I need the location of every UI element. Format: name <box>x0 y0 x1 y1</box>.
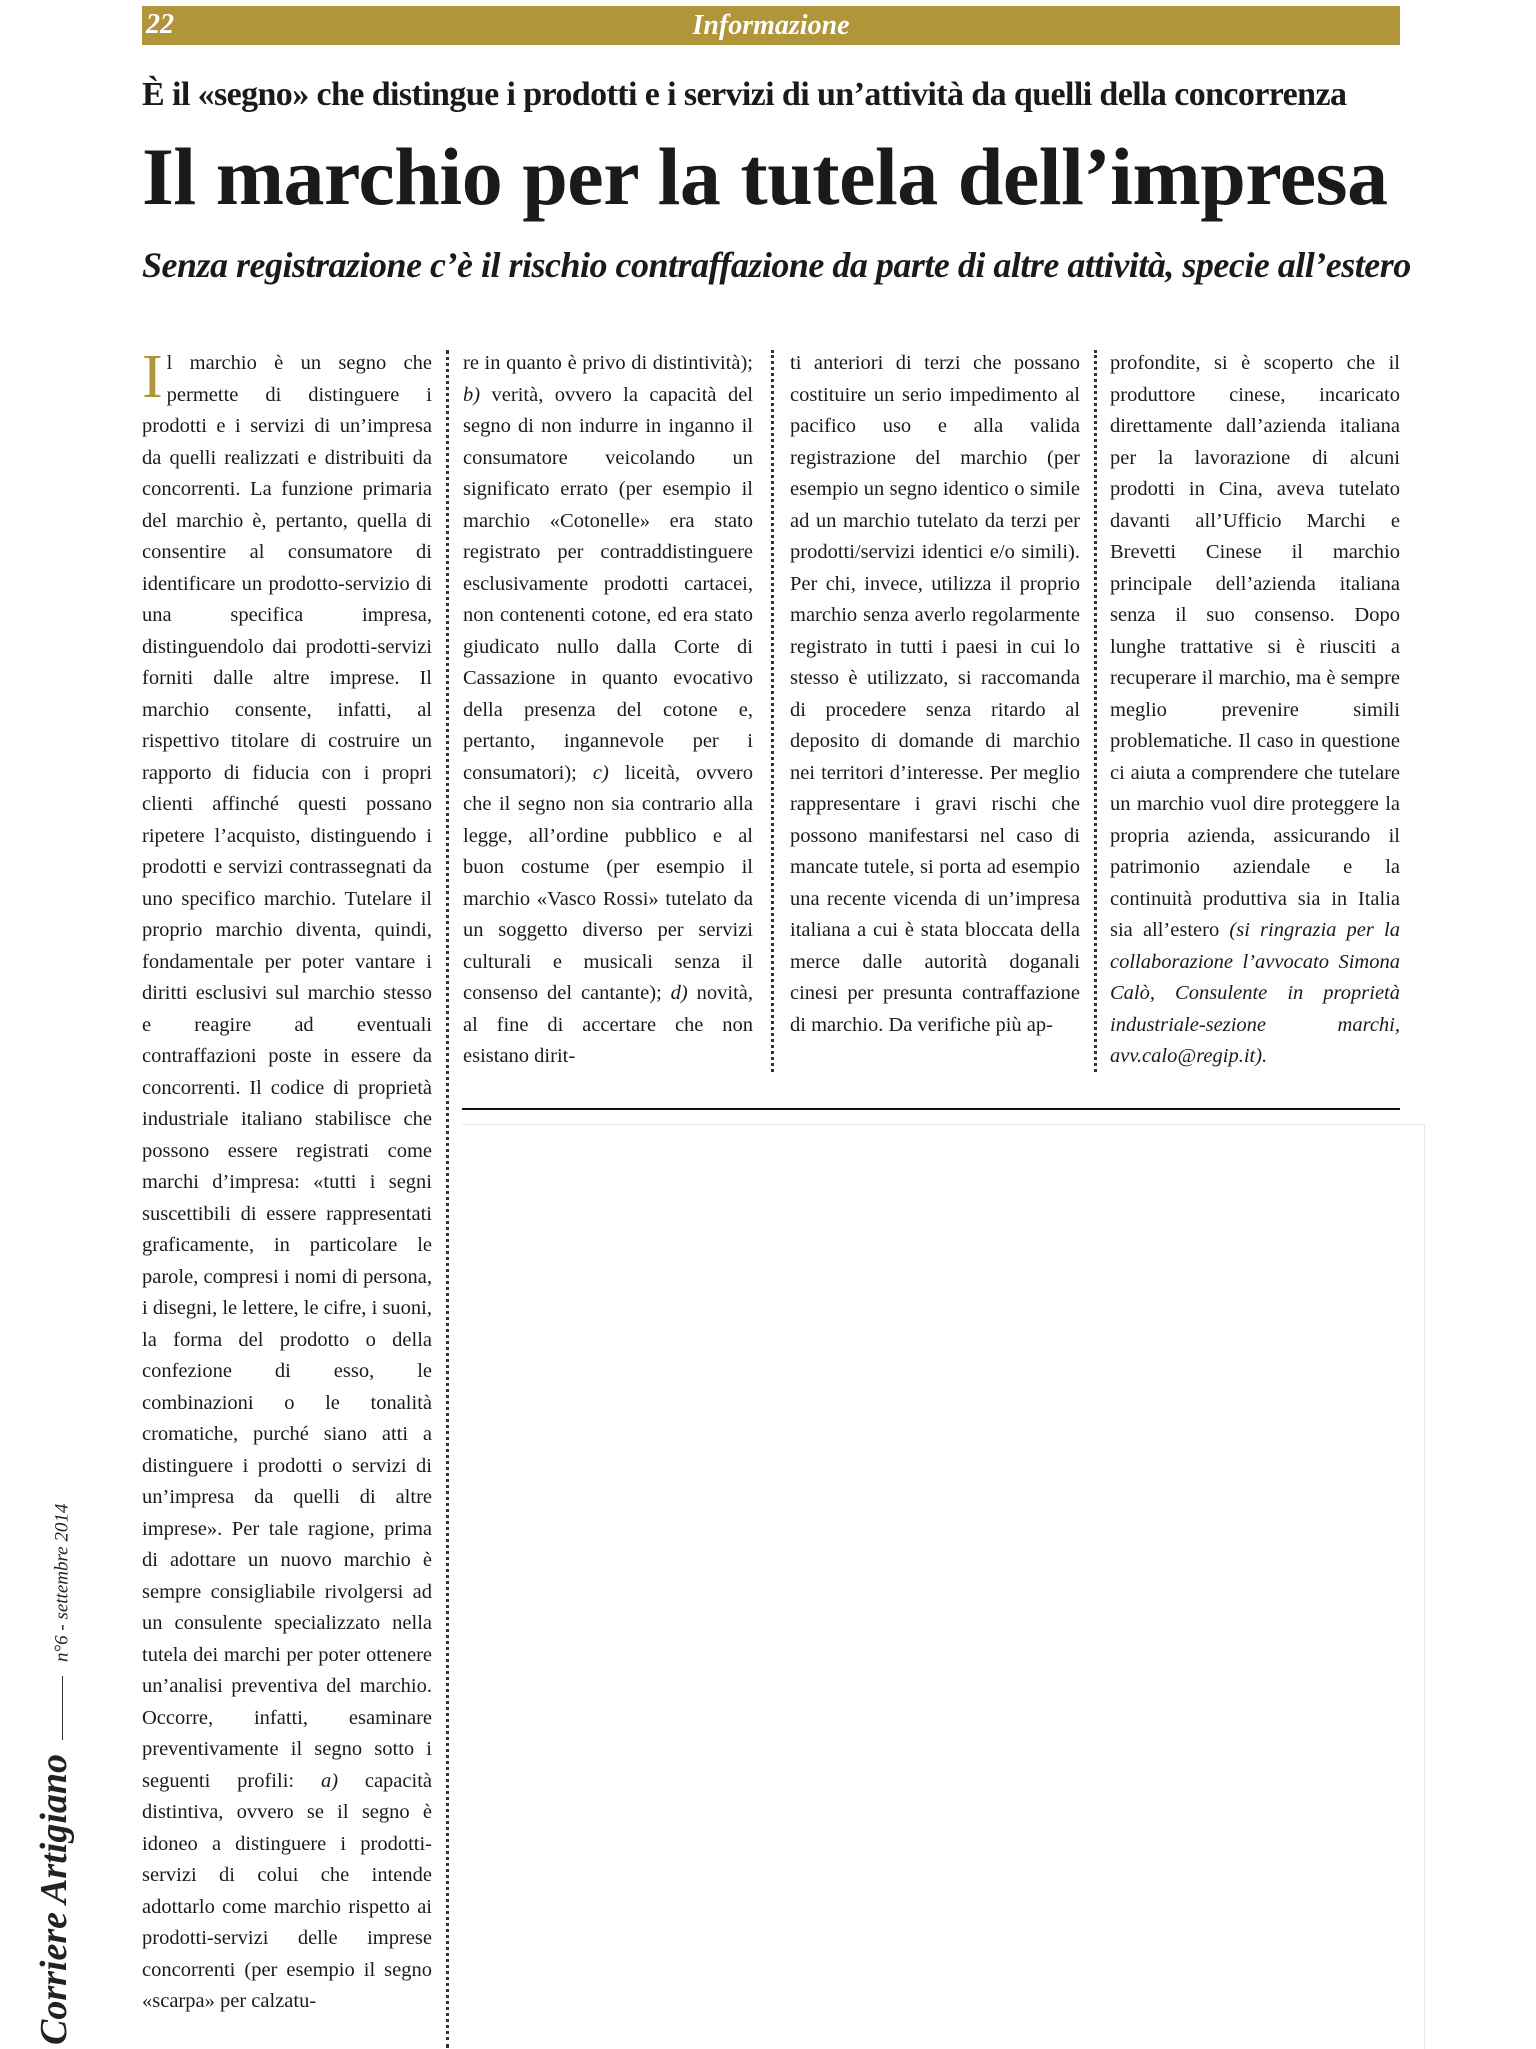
article-kicker: È il «segno» che distingue i prodotti e i servizi di un’attività da quelli della concorrenza <box>142 76 1347 113</box>
column-4-text: profondite, si è scoperto che il produttore cinese, incaricato direttamente dall’azienda italiana per la lavorazione di alcuni prodotti in Cina, aveva tutelato davanti all’Ufficio Marchi e Brevetti Cinese il marchio principale dell’azienda italiana senza il suo consenso. Dopo lunghe trattative si è riusciti a recuperare il marchio, ma è sempre meglio prevenire simili problematiche. Il caso in questione ci aiuta a comprendere che tutelare un marchio vuol dire proteggere la propria azienda, assicurando il patrimonio aziendale e la continuità produttiva sia in Italia sia all’estero <box>1110 352 1400 941</box>
column-2-text-b: verità, ovvero la capacità del segno di non indurre in inganno il consumatore veicolando un significato errato (per esempio il marchio «Cotonelle» era stato registrato per contraddistinguere esclusivamente prodotti cartacei, non contenenti cotone, ed era stato giudicato nullo dalla Corte di Cassazione in quanto evocativo della presenza del cotone e, pertanto, ingannevole per i consumatori); <box>463 383 753 784</box>
column-3-text: ti anteriori di terzi che possano costituire un serio impedimento al pacifico uso e alla valida registrazione del marchio (per esempio un segno identico o simile ad un marchio tutelato da terzi per prodotti/servizi identici e/o simili). Per chi, invece, utilizza il proprio marchio senza averlo regolarmente registrato in tutti i paesi in cui lo stesso è utilizzato, si raccomanda di procedere senza ritardo al deposito di domande di marchio nei territori d’interesse. Per meglio rappresentare i gravi rischi che possono manifestarsi nel caso di mancate tutele, si porta ad esempio una recente vicenda di un’impresa italiana a cui è stata bloccata della merce dalle autorità doganali cinesi per presunta contraffazione di marchio. Da verifiche più ap- <box>790 352 1080 1036</box>
column-1-text: l marchio è un segno che permette di distinguere i prodotti e i servizi di un’impresa da quelli realizzati e distribuiti da concorrenti. La funzione primaria del marchio è, pertanto, quella di consentire al consumatore di identificare un prodotto-servizio di una specifica impresa, distinguendolo dai prodotti-servizi forniti dalle altre imprese. Il marchio consente, infatti, al rispettivo titolare di costruire un rapporto di fiducia con i propri clienti affinché questi possano ripetere l’acquisto, distinguendo i prodotti e servizi contrassegnati da uno specifico marchio. Tutelare il proprio marchio diventa, quindi, fondamentale per poter vantare i diritti esclusivi sul marchio stesso e reagire ad eventuali contraffazioni poste in essere da concorrenti. Il codice di proprietà industriale italiano stabilisce che possono essere registrati come marchi d’impresa: «tutti i segni suscettibili di essere rappresentati graficamente, in particolare le parole, compresi i nomi di persona, i disegni, le lettere, le cifre, i suoni, la forma del prodotto o della confezione di esso, le combinazioni o le tonalità cromatiche, purché siano atti a distinguere i prodotti o servizi di un’impresa da quelli di altre imprese». Per tale ragione, prima di adottare un nuovo marchio è sempre consigliabile rivolgersi ad un consulente specializzato nella tutela dei marchi per poter ottenere un’analisi preventiva del marchio. Occorre, infatti, esaminare preventivamente il segno sotto i seguenti profili: <box>142 352 432 1792</box>
page-number: 22 <box>146 9 174 40</box>
column-divider-2 <box>771 350 774 1072</box>
spine-divider <box>62 1676 63 1740</box>
drop-cap: I <box>142 348 163 411</box>
column-2-text-a: re in quanto è privo di distintività); <box>463 352 753 374</box>
article-column-4 <box>1110 348 1400 1068</box>
column-2-text-d: novità, al fine di accertare che non esistano dirit- <box>463 982 753 1067</box>
list-marker-b: b) <box>463 383 481 406</box>
section-name: Informazione <box>692 10 850 41</box>
section-header-bar <box>142 6 1400 45</box>
author-credit: (si ringrazia per la collaborazione l’avvocato Simona Calò, Consulente in proprietà industriale-sezione marchi, avv.calo@regip.it). <box>1110 919 1400 1067</box>
newspaper-name: Corriere Artigiano <box>33 1753 75 2045</box>
article-column-1 <box>142 348 432 2048</box>
list-marker-c: c) <box>592 761 609 784</box>
column-2-paragraph <box>463 348 753 1068</box>
column-4-paragraph <box>1110 348 1400 1068</box>
list-marker-a: a) <box>320 1769 339 1792</box>
list-marker-d: d) <box>670 982 688 1004</box>
column-1-tail: capacità distintiva, ovvero se il segno è idoneo a distinguere i prodotti-servizi di colui che intende adottarlo come marchio rispetto ai prodotti-servizi delle imprese concorrenti (per esempio il segno «scarpa» per calzatu- <box>142 1769 432 2012</box>
article-column-3 <box>790 348 1080 1068</box>
column-1-paragraph <box>142 348 432 2018</box>
column-2-text-c: liceità, ovvero che il segno non sia contrario alla legge, all’ordine pubblico e al buon costume (per esempio il marchio «Vasco Rossi» tutelato da un soggetto diverso per servizi culturali e musicali senza il consenso del cantante); <box>463 761 753 1004</box>
article-end-rule <box>462 1108 1400 1110</box>
issue-info: n°6 - settembre 2014 <box>51 1503 73 1662</box>
article-column-2 <box>463 348 753 1068</box>
blank-content-area <box>462 1124 1425 2049</box>
column-divider-1 <box>446 350 449 2048</box>
article-title: Il marchio per la tutela dell’impresa <box>142 131 1388 222</box>
vertical-spine-text <box>32 1435 82 2045</box>
article-subtitle: Senza registrazione c’è il rischio contraffazione da parte di altre attività, specie all’estero <box>142 245 1411 285</box>
column-divider-3 <box>1094 350 1097 1072</box>
